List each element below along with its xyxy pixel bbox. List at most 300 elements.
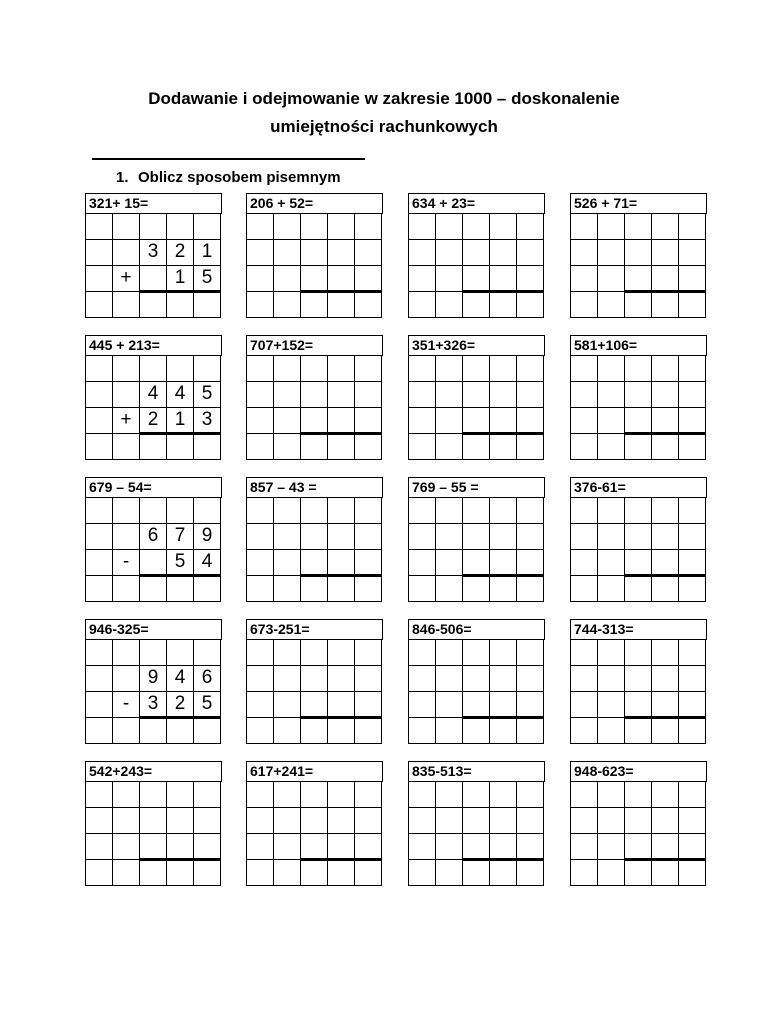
grid-cell[interactable]: [678, 265, 706, 292]
grid-cell[interactable]: [489, 549, 517, 576]
grid-cell[interactable]: [246, 575, 274, 602]
grid-cell[interactable]: [651, 575, 679, 602]
grid-cell[interactable]: [139, 549, 167, 576]
grid-cell[interactable]: [597, 833, 625, 860]
grid-cell[interactable]: [246, 691, 274, 718]
grid-cell[interactable]: [489, 291, 517, 318]
grid-cell[interactable]: [435, 381, 463, 408]
grid-cell[interactable]: [408, 859, 436, 886]
grid-cell[interactable]: [570, 407, 598, 434]
grid-cell[interactable]: [300, 665, 328, 692]
grid-cell[interactable]: [166, 639, 194, 666]
grid-cell[interactable]: [354, 239, 382, 266]
grid-cell[interactable]: [435, 213, 463, 240]
grid-cell[interactable]: [651, 433, 679, 460]
grid-cell[interactable]: [139, 497, 167, 524]
grid-cell[interactable]: [273, 807, 301, 834]
grid-cell[interactable]: [85, 355, 113, 382]
grid-cell[interactable]: [570, 859, 598, 886]
grid-cell[interactable]: [354, 497, 382, 524]
grid-cell[interactable]: [462, 639, 490, 666]
grid-cell[interactable]: [112, 859, 140, 886]
grid-cell[interactable]: [624, 833, 652, 860]
grid-cell[interactable]: [462, 781, 490, 808]
grid-cell[interactable]: [193, 291, 221, 318]
grid-cell[interactable]: [435, 639, 463, 666]
grid-cell[interactable]: [624, 213, 652, 240]
grid-cell[interactable]: [597, 859, 625, 886]
grid-cell[interactable]: [408, 433, 436, 460]
grid-cell[interactable]: [273, 859, 301, 886]
grid-cell[interactable]: [300, 717, 328, 744]
grid-cell[interactable]: [300, 639, 328, 666]
grid-cell[interactable]: [300, 381, 328, 408]
grid-cell[interactable]: [408, 291, 436, 318]
grid-cell[interactable]: [112, 355, 140, 382]
grid-cell[interactable]: [462, 355, 490, 382]
grid-cell[interactable]: [112, 807, 140, 834]
grid-cell[interactable]: [435, 355, 463, 382]
grid-cell[interactable]: [354, 639, 382, 666]
grid-cell[interactable]: [354, 381, 382, 408]
grid-cell[interactable]: 4: [166, 381, 194, 408]
grid-cell[interactable]: [624, 639, 652, 666]
grid-cell[interactable]: [139, 717, 167, 744]
grid-cell[interactable]: [651, 523, 679, 550]
grid-cell[interactable]: [354, 859, 382, 886]
grid-cell[interactable]: [193, 781, 221, 808]
grid-cell[interactable]: [273, 213, 301, 240]
grid-cell[interactable]: [651, 549, 679, 576]
grid-cell[interactable]: [166, 355, 194, 382]
grid-cell[interactable]: [354, 213, 382, 240]
grid-cell[interactable]: [300, 575, 328, 602]
grid-cell[interactable]: [651, 781, 679, 808]
grid-cell[interactable]: [408, 833, 436, 860]
grid-cell[interactable]: [597, 381, 625, 408]
grid-cell[interactable]: [85, 549, 113, 576]
grid-cell[interactable]: [624, 549, 652, 576]
grid-cell[interactable]: 2: [139, 407, 167, 434]
grid-cell[interactable]: [570, 433, 598, 460]
grid-cell[interactable]: 4: [139, 381, 167, 408]
grid-cell[interactable]: [651, 859, 679, 886]
grid-cell[interactable]: [489, 717, 517, 744]
grid-cell[interactable]: [516, 291, 544, 318]
grid-cell[interactable]: [139, 833, 167, 860]
grid-cell[interactable]: [273, 291, 301, 318]
grid-cell[interactable]: [300, 859, 328, 886]
grid-cell[interactable]: 4: [193, 549, 221, 576]
grid-cell[interactable]: [273, 497, 301, 524]
grid-cell[interactable]: [273, 381, 301, 408]
grid-cell[interactable]: 6: [139, 523, 167, 550]
grid-cell[interactable]: [300, 213, 328, 240]
grid-cell[interactable]: [273, 355, 301, 382]
grid-cell[interactable]: [85, 381, 113, 408]
grid-cell[interactable]: [300, 355, 328, 382]
grid-cell[interactable]: [139, 575, 167, 602]
grid-cell[interactable]: [570, 213, 598, 240]
grid-cell[interactable]: [193, 807, 221, 834]
grid-cell[interactable]: 4: [166, 665, 194, 692]
grid-cell[interactable]: [462, 717, 490, 744]
grid-cell[interactable]: [624, 781, 652, 808]
grid-cell[interactable]: [435, 433, 463, 460]
grid-cell[interactable]: [435, 549, 463, 576]
grid-cell[interactable]: [85, 807, 113, 834]
grid-cell[interactable]: [408, 665, 436, 692]
grid-cell[interactable]: +: [112, 265, 140, 292]
grid-cell[interactable]: [678, 717, 706, 744]
grid-cell[interactable]: [597, 265, 625, 292]
grid-cell[interactable]: [462, 691, 490, 718]
grid-cell[interactable]: [327, 575, 355, 602]
grid-cell[interactable]: [462, 859, 490, 886]
grid-cell[interactable]: [489, 665, 517, 692]
grid-cell[interactable]: [246, 407, 274, 434]
grid-cell[interactable]: [112, 523, 140, 550]
grid-cell[interactable]: [489, 355, 517, 382]
grid-cell[interactable]: 5: [193, 381, 221, 408]
grid-cell[interactable]: [246, 265, 274, 292]
grid-cell[interactable]: 2: [166, 691, 194, 718]
grid-cell[interactable]: 6: [193, 665, 221, 692]
grid-cell[interactable]: [273, 665, 301, 692]
grid-cell[interactable]: [85, 717, 113, 744]
grid-cell[interactable]: [624, 239, 652, 266]
grid-cell[interactable]: [327, 407, 355, 434]
grid-cell[interactable]: [246, 807, 274, 834]
grid-cell[interactable]: [597, 665, 625, 692]
grid-cell[interactable]: [139, 433, 167, 460]
grid-cell[interactable]: [651, 407, 679, 434]
grid-cell[interactable]: [462, 407, 490, 434]
grid-cell[interactable]: [273, 575, 301, 602]
grid-cell[interactable]: [300, 433, 328, 460]
grid-cell[interactable]: [327, 639, 355, 666]
grid-cell[interactable]: [570, 717, 598, 744]
grid-cell[interactable]: [85, 665, 113, 692]
grid-cell[interactable]: [354, 575, 382, 602]
grid-cell[interactable]: -: [112, 691, 140, 718]
grid-cell[interactable]: [327, 381, 355, 408]
grid-cell[interactable]: [300, 549, 328, 576]
grid-cell[interactable]: [489, 575, 517, 602]
grid-cell[interactable]: [166, 575, 194, 602]
grid-cell[interactable]: [678, 381, 706, 408]
grid-cell[interactable]: [354, 717, 382, 744]
grid-cell[interactable]: [300, 497, 328, 524]
grid-cell[interactable]: 1: [193, 239, 221, 266]
grid-cell[interactable]: [462, 549, 490, 576]
grid-cell[interactable]: [139, 639, 167, 666]
grid-cell[interactable]: [354, 549, 382, 576]
grid-cell[interactable]: [516, 497, 544, 524]
grid-cell[interactable]: [624, 407, 652, 434]
grid-cell[interactable]: [651, 213, 679, 240]
grid-cell[interactable]: [570, 381, 598, 408]
grid-cell[interactable]: 9: [193, 523, 221, 550]
grid-cell[interactable]: [273, 833, 301, 860]
grid-cell[interactable]: [651, 381, 679, 408]
grid-cell[interactable]: [193, 355, 221, 382]
grid-cell[interactable]: [327, 781, 355, 808]
grid-cell[interactable]: [489, 639, 517, 666]
grid-cell[interactable]: [273, 639, 301, 666]
grid-cell[interactable]: [624, 575, 652, 602]
grid-cell[interactable]: [300, 807, 328, 834]
grid-cell[interactable]: [435, 575, 463, 602]
grid-cell[interactable]: 2: [166, 239, 194, 266]
grid-cell[interactable]: [327, 265, 355, 292]
grid-cell[interactable]: 3: [139, 691, 167, 718]
grid-cell[interactable]: [85, 691, 113, 718]
grid-cell[interactable]: [246, 665, 274, 692]
grid-cell[interactable]: [246, 833, 274, 860]
grid-cell[interactable]: [516, 433, 544, 460]
grid-cell[interactable]: [570, 807, 598, 834]
grid-cell[interactable]: [516, 833, 544, 860]
grid-cell[interactable]: [300, 407, 328, 434]
grid-cell[interactable]: [408, 523, 436, 550]
grid-cell[interactable]: [166, 213, 194, 240]
grid-cell[interactable]: [435, 859, 463, 886]
grid-cell[interactable]: [246, 291, 274, 318]
grid-cell[interactable]: [651, 691, 679, 718]
grid-cell[interactable]: [193, 717, 221, 744]
grid-cell[interactable]: [327, 433, 355, 460]
grid-cell[interactable]: [516, 781, 544, 808]
grid-cell[interactable]: [246, 639, 274, 666]
grid-cell[interactable]: [327, 355, 355, 382]
grid-cell[interactable]: [85, 859, 113, 886]
grid-cell[interactable]: [570, 833, 598, 860]
grid-cell[interactable]: [112, 497, 140, 524]
grid-cell[interactable]: [112, 781, 140, 808]
grid-cell[interactable]: [570, 497, 598, 524]
grid-cell[interactable]: [489, 265, 517, 292]
grid-cell[interactable]: [570, 549, 598, 576]
grid-cell[interactable]: [327, 665, 355, 692]
grid-cell[interactable]: [462, 239, 490, 266]
grid-cell[interactable]: [516, 717, 544, 744]
grid-cell[interactable]: [273, 265, 301, 292]
grid-cell[interactable]: [462, 497, 490, 524]
grid-cell[interactable]: +: [112, 407, 140, 434]
grid-cell[interactable]: [246, 497, 274, 524]
grid-cell[interactable]: [678, 239, 706, 266]
grid-cell[interactable]: [678, 497, 706, 524]
grid-cell[interactable]: [166, 497, 194, 524]
grid-cell[interactable]: [85, 433, 113, 460]
grid-cell[interactable]: [139, 265, 167, 292]
grid-cell[interactable]: 1: [166, 407, 194, 434]
grid-cell[interactable]: [462, 213, 490, 240]
grid-cell[interactable]: [112, 213, 140, 240]
grid-cell[interactable]: 9: [139, 665, 167, 692]
grid-cell[interactable]: [327, 549, 355, 576]
grid-cell[interactable]: [85, 523, 113, 550]
grid-cell[interactable]: [651, 239, 679, 266]
grid-cell[interactable]: [570, 639, 598, 666]
grid-cell[interactable]: [166, 859, 194, 886]
grid-cell[interactable]: [624, 691, 652, 718]
grid-cell[interactable]: [166, 833, 194, 860]
grid-cell[interactable]: [85, 781, 113, 808]
grid-cell[interactable]: [435, 691, 463, 718]
grid-cell[interactable]: [516, 665, 544, 692]
grid-cell[interactable]: [435, 497, 463, 524]
grid-cell[interactable]: [166, 807, 194, 834]
grid-cell[interactable]: [85, 575, 113, 602]
grid-cell[interactable]: [85, 639, 113, 666]
grid-cell[interactable]: [678, 665, 706, 692]
grid-cell[interactable]: [85, 265, 113, 292]
grid-cell[interactable]: [678, 781, 706, 808]
grid-cell[interactable]: [300, 781, 328, 808]
grid-cell[interactable]: [300, 523, 328, 550]
grid-cell[interactable]: [85, 833, 113, 860]
grid-cell[interactable]: [462, 665, 490, 692]
grid-cell[interactable]: [139, 213, 167, 240]
grid-cell[interactable]: [651, 639, 679, 666]
grid-cell[interactable]: [85, 407, 113, 434]
grid-cell[interactable]: [273, 239, 301, 266]
grid-cell[interactable]: [516, 859, 544, 886]
grid-cell[interactable]: [597, 239, 625, 266]
grid-cell[interactable]: [327, 291, 355, 318]
grid-cell[interactable]: [246, 355, 274, 382]
grid-cell[interactable]: [516, 639, 544, 666]
grid-cell[interactable]: [166, 433, 194, 460]
grid-cell[interactable]: [678, 833, 706, 860]
grid-cell[interactable]: [435, 807, 463, 834]
grid-cell[interactable]: [246, 213, 274, 240]
grid-cell[interactable]: [624, 355, 652, 382]
grid-cell[interactable]: [570, 523, 598, 550]
grid-cell[interactable]: [462, 575, 490, 602]
grid-cell[interactable]: [85, 213, 113, 240]
grid-cell[interactable]: [570, 575, 598, 602]
grid-cell[interactable]: [435, 781, 463, 808]
grid-cell[interactable]: [408, 781, 436, 808]
grid-cell[interactable]: [193, 833, 221, 860]
grid-cell[interactable]: [112, 717, 140, 744]
grid-cell[interactable]: [651, 265, 679, 292]
grid-cell[interactable]: [112, 665, 140, 692]
grid-cell[interactable]: [624, 291, 652, 318]
grid-cell[interactable]: [408, 549, 436, 576]
grid-cell[interactable]: [597, 807, 625, 834]
grid-cell[interactable]: [435, 717, 463, 744]
grid-cell[interactable]: [354, 407, 382, 434]
grid-cell[interactable]: [624, 265, 652, 292]
grid-cell[interactable]: [624, 807, 652, 834]
grid-cell[interactable]: [462, 381, 490, 408]
grid-cell[interactable]: [112, 239, 140, 266]
grid-cell[interactable]: 5: [166, 549, 194, 576]
grid-cell[interactable]: [570, 291, 598, 318]
grid-cell[interactable]: [597, 497, 625, 524]
grid-cell[interactable]: [327, 859, 355, 886]
grid-cell[interactable]: [462, 833, 490, 860]
grid-cell[interactable]: [651, 807, 679, 834]
grid-cell[interactable]: [624, 665, 652, 692]
grid-cell[interactable]: [678, 433, 706, 460]
grid-cell[interactable]: [570, 665, 598, 692]
grid-cell[interactable]: [678, 639, 706, 666]
grid-cell[interactable]: [624, 497, 652, 524]
grid-cell[interactable]: [408, 497, 436, 524]
grid-cell[interactable]: [597, 355, 625, 382]
grid-cell[interactable]: [597, 717, 625, 744]
grid-cell[interactable]: [193, 575, 221, 602]
grid-cell[interactable]: [597, 639, 625, 666]
grid-cell[interactable]: [651, 497, 679, 524]
grid-cell[interactable]: [597, 781, 625, 808]
grid-cell[interactable]: [462, 807, 490, 834]
grid-cell[interactable]: [408, 381, 436, 408]
grid-cell[interactable]: [462, 265, 490, 292]
grid-cell[interactable]: [354, 265, 382, 292]
grid-cell[interactable]: [489, 833, 517, 860]
grid-cell[interactable]: [327, 833, 355, 860]
grid-cell[interactable]: [327, 691, 355, 718]
grid-cell[interactable]: [489, 781, 517, 808]
grid-cell[interactable]: [408, 717, 436, 744]
grid-cell[interactable]: [435, 291, 463, 318]
grid-cell[interactable]: [570, 239, 598, 266]
grid-cell[interactable]: [246, 859, 274, 886]
grid-cell[interactable]: [651, 291, 679, 318]
grid-cell[interactable]: [166, 291, 194, 318]
grid-cell[interactable]: [408, 355, 436, 382]
grid-cell[interactable]: [193, 639, 221, 666]
grid-cell[interactable]: [112, 291, 140, 318]
grid-cell[interactable]: [435, 523, 463, 550]
grid-cell[interactable]: [300, 265, 328, 292]
grid-cell[interactable]: [678, 291, 706, 318]
grid-cell[interactable]: [489, 523, 517, 550]
grid-cell[interactable]: [597, 213, 625, 240]
grid-cell[interactable]: [354, 291, 382, 318]
grid-cell[interactable]: [678, 549, 706, 576]
grid-cell[interactable]: [246, 239, 274, 266]
grid-cell[interactable]: [516, 407, 544, 434]
grid-cell[interactable]: [166, 781, 194, 808]
grid-cell[interactable]: [435, 665, 463, 692]
grid-cell[interactable]: [246, 549, 274, 576]
grid-cell[interactable]: [273, 781, 301, 808]
grid-cell[interactable]: [462, 433, 490, 460]
grid-cell[interactable]: [246, 781, 274, 808]
grid-cell[interactable]: [273, 407, 301, 434]
grid-cell[interactable]: [516, 575, 544, 602]
grid-cell[interactable]: 3: [193, 407, 221, 434]
grid-cell[interactable]: [246, 433, 274, 460]
grid-cell[interactable]: [597, 575, 625, 602]
grid-cell[interactable]: [678, 859, 706, 886]
grid-cell[interactable]: [246, 523, 274, 550]
grid-cell[interactable]: [354, 691, 382, 718]
grid-cell[interactable]: [193, 859, 221, 886]
grid-cell[interactable]: [85, 497, 113, 524]
grid-cell[interactable]: [354, 433, 382, 460]
grid-cell[interactable]: 1: [166, 265, 194, 292]
grid-cell[interactable]: [435, 239, 463, 266]
grid-cell[interactable]: [489, 859, 517, 886]
